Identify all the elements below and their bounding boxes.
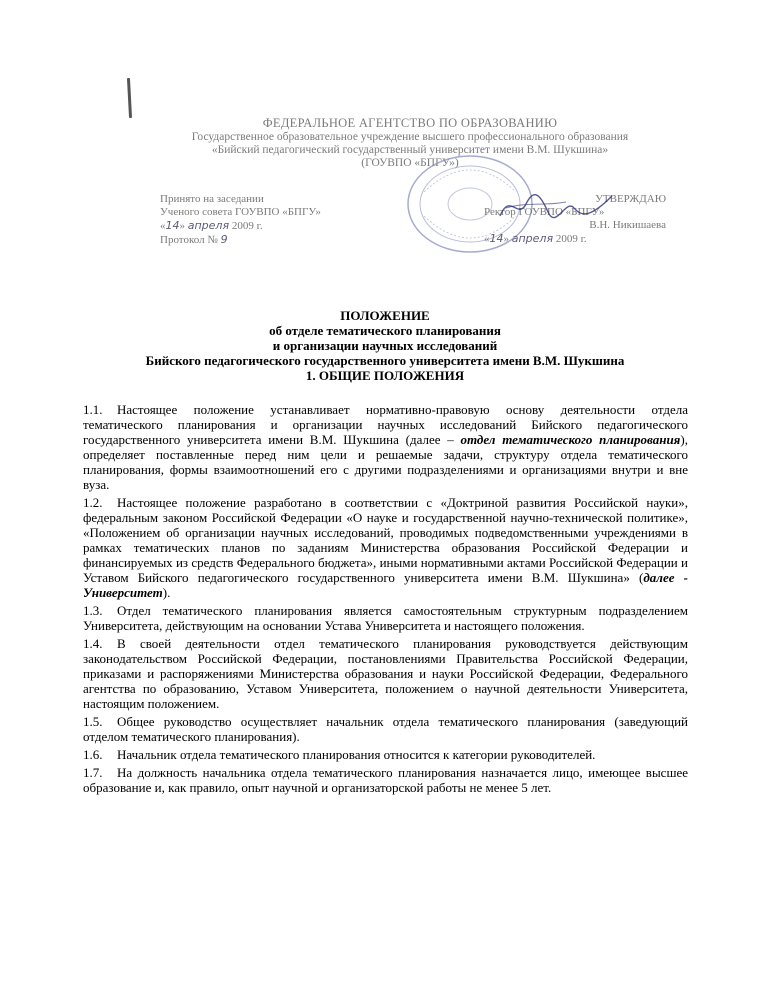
scanned-header: [0, 0, 768, 280]
council-line-2: Ученого совета ГОУВПО «БПГУ»: [160, 206, 321, 218]
paragraph-number: 1.6.: [83, 747, 103, 762]
institution-abbreviation: (ГОУВПО «БПГУ»): [361, 157, 459, 169]
paragraph-number: 1.1.: [83, 402, 103, 417]
paragraph-1-5: [83, 714, 688, 744]
council-date-month: апреля: [187, 219, 230, 232]
rector-date-day: 14: [489, 232, 504, 245]
rector-date-open-quote: «: [484, 233, 490, 245]
approve-heading: УТВЕРЖДАЮ: [595, 193, 666, 205]
paragraph-number: 1.2.: [83, 495, 103, 510]
paragraph-number: 1.3.: [83, 603, 103, 618]
rector-date-month: апреля: [511, 232, 554, 245]
paragraph-1-4: [83, 636, 688, 711]
paragraph-1-7: [83, 765, 688, 795]
protocol-label: Протокол №: [160, 234, 218, 246]
signature-icon: [496, 186, 616, 226]
paragraph-text-end: ), определяет поставленные перед ним цели и решаемые задачи, структуру отдела тематического планирования, формы взаимоотношений его с другими подразделениями и организациями внутри и вне вуза.: [83, 432, 688, 492]
council-date-day: 14: [165, 219, 180, 232]
council-approval-block: [160, 193, 360, 247]
title-line-1: ПОЛОЖЕНИЕ: [340, 308, 430, 323]
paragraph-text: На должность начальника отдела тематического планирования назначается лицо, имеющее высшее образование и, как правило, опыт научной и организаторской работы не менее 5 лет.: [83, 765, 688, 795]
rector-name: В.Н. Никишаева: [589, 219, 666, 231]
council-date: [160, 219, 360, 233]
council-date-open-quote: «: [160, 220, 166, 232]
document-body: [83, 402, 688, 798]
document-title: [60, 308, 710, 368]
paragraph-1-6: [83, 747, 688, 762]
paragraph-emphasis: отдел тематического планирования: [460, 432, 681, 447]
institution-line-2: «Бийский педагогический государственный университет имени В.М. Шукшина»: [211, 144, 609, 156]
paragraph-text: Настоящее положение устанавливает нормативно-правовую основу деятельности отдела тематического планирования и организации научных исследований Бийского педагогического государственного университета имени В.М. Шукшина (далее –: [83, 402, 688, 447]
paragraph-number: 1.7.: [83, 765, 103, 780]
council-date-year: 2009 г.: [231, 220, 263, 232]
rector-date: [484, 232, 684, 246]
title-line-3: и организации научных исследований: [272, 338, 498, 353]
title-line-2: об отделе тематического планирования: [269, 323, 501, 338]
rector-date-close-quote: »: [503, 233, 509, 245]
council-line-1: Принято на заседании: [160, 193, 264, 205]
paragraph-text: Начальник отдела тематического планирования относится к категории руководителей.: [117, 747, 596, 762]
protocol-number: 9: [220, 233, 228, 246]
rector-title: Ректор ГОУВПО «БПГУ»: [484, 206, 605, 218]
title-line-4: Бийского педагогического государственного университета имени В.М. Шукшина: [145, 353, 625, 368]
section-1-title: 1. ОБЩИЕ ПОЛОЖЕНИЯ: [305, 368, 465, 383]
paragraph-text: Общее руководство осуществляет начальник отдела тематического планирования (заведующий отделом тематического планирования).: [83, 714, 688, 744]
paragraph-1-2: [83, 495, 688, 600]
paragraph-text: В своей деятельности отдел тематического планирования руководствуется действующим законодательством Российской Федерации, постановлениями Правительства Российской Федерации, приказами и распоряжениями Министерства образования и науки Российской Федерации, Федерального агентства по образованию, Уставом Университета, положением о научной деятельности Университета, настоящим положением.: [83, 636, 688, 711]
scan-artifact-mark: [127, 78, 132, 118]
paragraph-1-1: [83, 402, 688, 492]
protocol-line: [160, 233, 360, 247]
paragraph-number: 1.5.: [83, 714, 103, 729]
paragraph-text: Настоящее положение разработано в соответствии с «Доктриной развития Российской науки», федеральным законом Российской Федерации «О науке и государственной научно-технической политике», «Положением об организации научных исследований, проводимых подведомственными учреждениями в рамках тематических планов по заданиям Министерства образования Российской Федерации и финансируемых из средств Федерального бюджета», иными нормативными актами Российской Федерации и Уставом Бийского педагогического государственного университета имени В.М. Шукшина» (: [83, 495, 688, 585]
paragraph-text: Отдел тематического планирования является самостоятельным структурным подразделением Университета, действующим на основании Устава Университета и настоящего положения.: [83, 603, 688, 633]
institution-line-1: Государственное образовательное учреждение высшего профессионального образования: [191, 131, 629, 143]
paragraph-text-end: ).: [162, 585, 171, 600]
council-date-close-quote: »: [179, 220, 185, 232]
paragraph-1-3: [83, 603, 688, 633]
rector-date-year: 2009 г.: [555, 233, 587, 245]
agency-name: ФЕДЕРАЛЬНОЕ АГЕНТСТВО ПО ОБРАЗОВАНИЮ: [262, 116, 558, 130]
paragraph-number: 1.4.: [83, 636, 103, 651]
paragraph-emphasis: далее - Университет: [83, 570, 688, 600]
